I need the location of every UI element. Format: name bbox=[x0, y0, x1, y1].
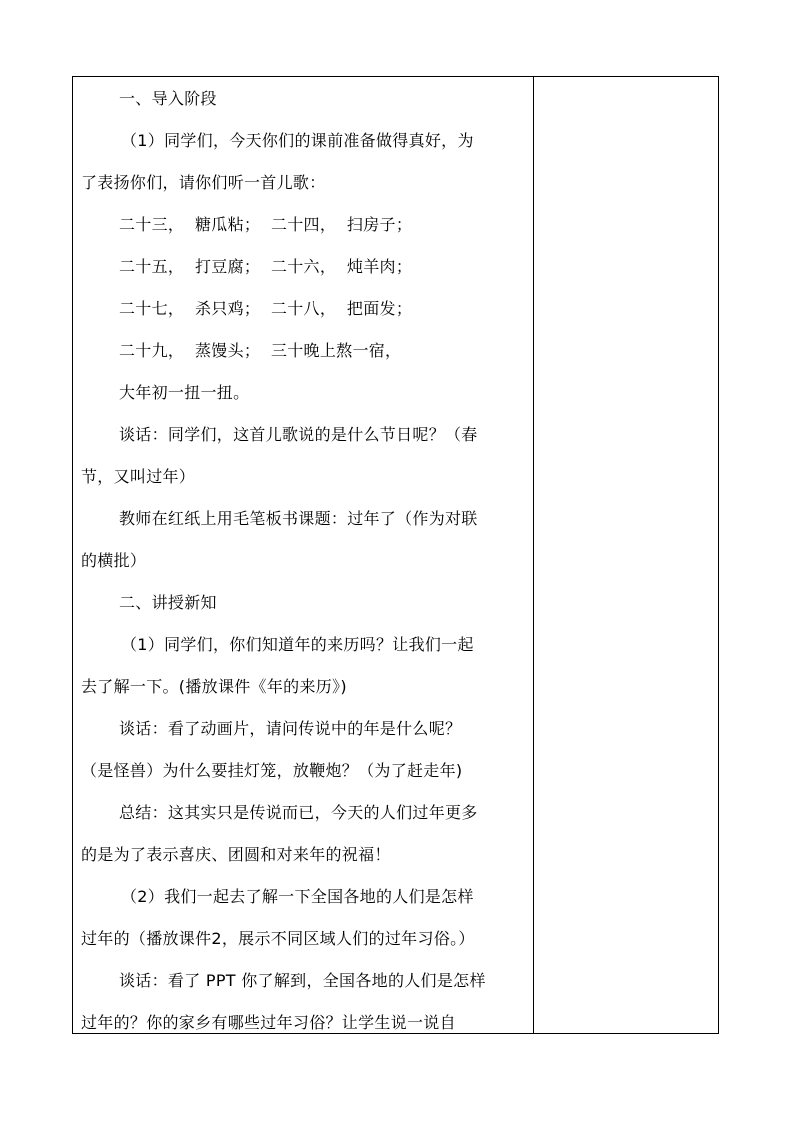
paragraph-line: 教师在红纸上用毛笔板书课题：过年了（作为对联 bbox=[119, 509, 478, 528]
rhyme-line: 二十七， 杀只鸡； 二十八， 把面发； bbox=[119, 299, 413, 318]
paragraph-line: 过年的（播放课件2，展示不同区域人们的过年习俗。） bbox=[81, 929, 475, 948]
paragraph-line: 的是为了表示喜庆、团圆和对来年的祝福！ bbox=[81, 845, 391, 864]
lesson-table bbox=[72, 76, 719, 1034]
paragraph-line: 谈话：同学们，这首儿歌说的是什么节日呢？（春 bbox=[119, 425, 478, 444]
section-heading-intro: 一、导入阶段 bbox=[119, 89, 217, 108]
paragraph-line: 的横批） bbox=[81, 551, 147, 570]
rhyme-line: 二十九， 蒸馒头； 三十晚上熬一宿， bbox=[119, 341, 402, 360]
section-heading-new-knowledge: 二、讲授新知 bbox=[119, 593, 217, 612]
paragraph-line: 节，又叫过年） bbox=[81, 467, 196, 486]
paragraph-line: 去了解一下。(播放课件《年的来历》) bbox=[81, 677, 347, 696]
paragraph-line: 谈话：看了 PPT 你了解到，全国各地的人们是怎样 bbox=[119, 971, 486, 990]
lesson-content-cell bbox=[73, 77, 533, 1033]
paragraph-line: （2）我们一起去了解一下全国各地的人们是怎样 bbox=[121, 887, 474, 906]
paragraph-line: 过年的？你的家乡有哪些过年习俗？让学生说一说自 bbox=[81, 1013, 456, 1032]
rhyme-line: 大年初一扭一扭。 bbox=[119, 383, 250, 402]
notes-cell bbox=[534, 77, 718, 1033]
paragraph-line: 总结：这其实只是传说而已，今天的人们过年更多 bbox=[119, 803, 478, 822]
rhyme-line: 二十三， 糖瓜粘； 二十四， 扫房子； bbox=[119, 215, 413, 234]
paragraph-line: 谈话：看了动画片，请问传说中的年是什么呢？ bbox=[119, 719, 462, 738]
rhyme-line: 二十五， 打豆腐； 二十六， 炖羊肉； bbox=[119, 257, 413, 276]
paragraph-line: 了表扬你们，请你们听一首儿歌： bbox=[81, 173, 326, 192]
paragraph-line: （1）同学们，今天你们的课前准备做得真好，为 bbox=[121, 131, 474, 150]
paragraph-line: （1）同学们，你们知道年的来历吗？让我们一起 bbox=[121, 635, 474, 654]
paragraph-line: （是怪兽）为什么要挂灯笼，放鞭炮？（为了赶走年) bbox=[81, 761, 463, 780]
